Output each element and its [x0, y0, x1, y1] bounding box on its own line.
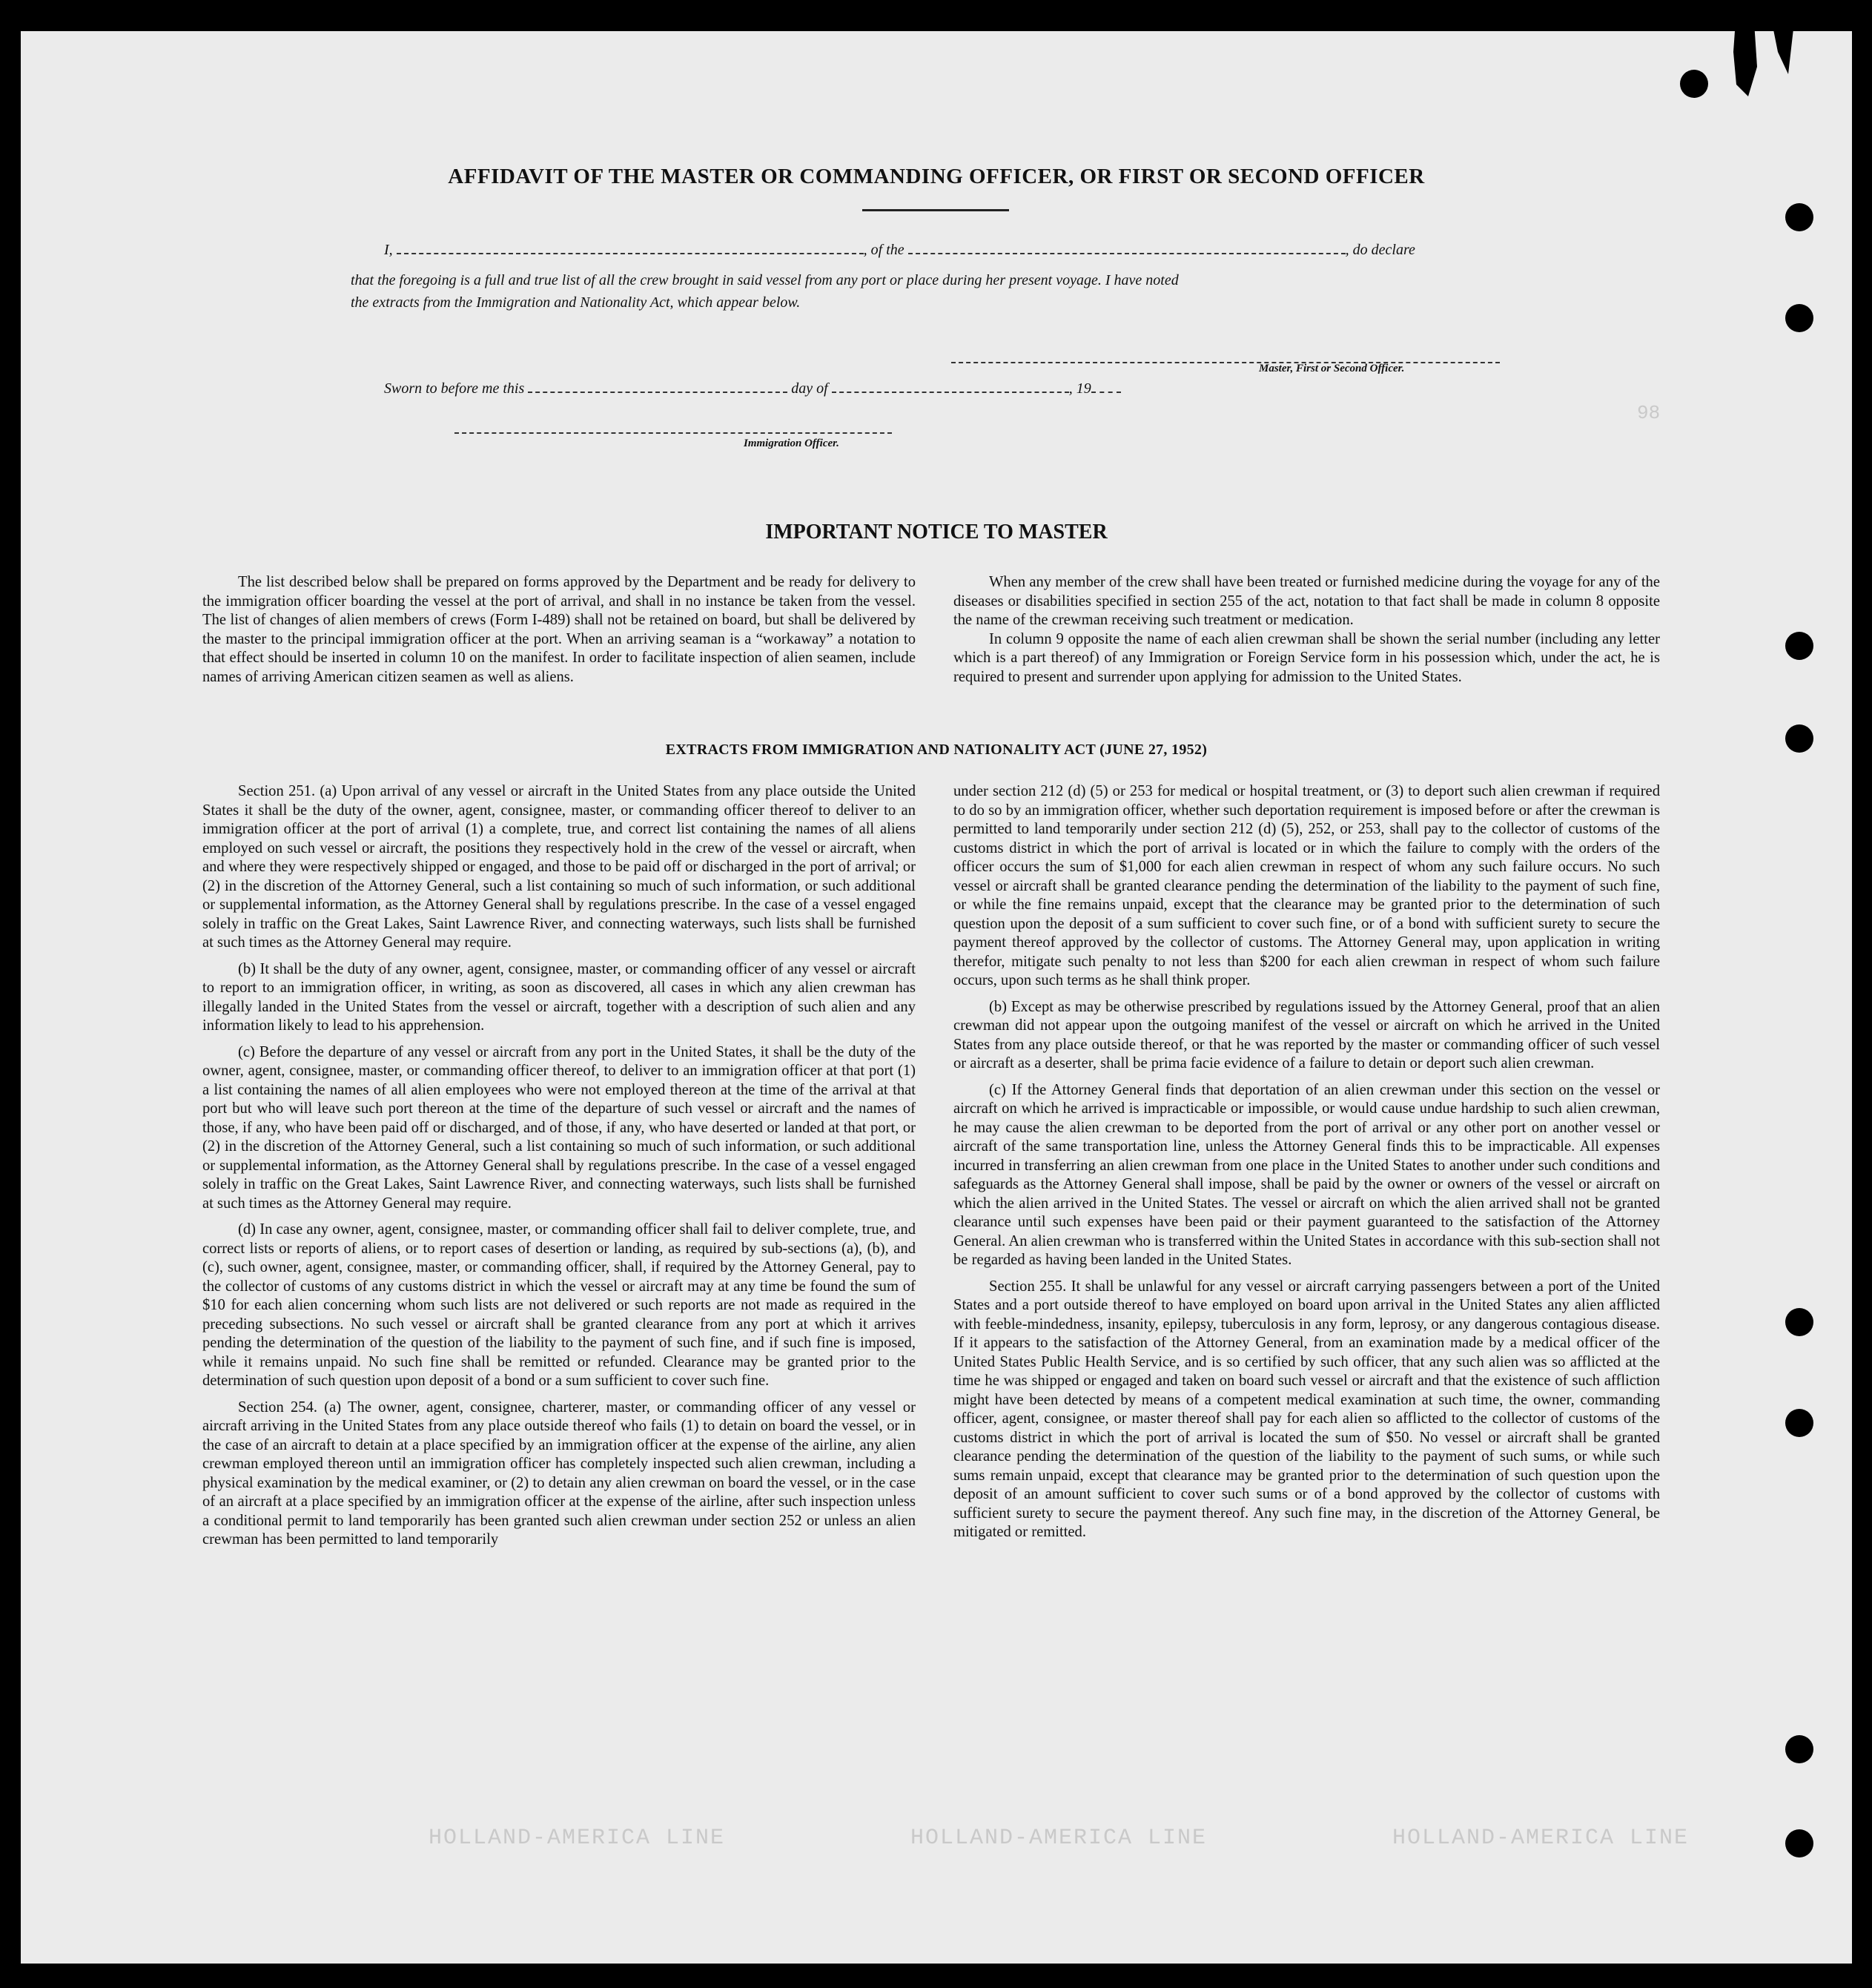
- declaration-line: [384, 241, 1515, 259]
- punch-hole: [1785, 1308, 1813, 1336]
- sworn-line: [384, 380, 1274, 397]
- extracts-title: EXTRACTS FROM IMMIGRATION AND NATIONALITY ACT (JUNE 27, 1952): [665, 742, 1208, 758]
- day-of-label: day of: [791, 380, 828, 397]
- sworn-label: Sworn to before me this: [384, 380, 525, 397]
- section-paragraph: (d) In case any owner, agent, consignee, master, or commanding officer shall fail to deliver complete, true, and correct lists or reports of aliens, or to report cases of desertion or landing, as required by sub-sections (a), (b), and (c), such owner, agent, consignee, master, or commanding officer, shall, if required by the Attorney General, pay to the collector of customs of any customs district in which the vessel or aircraft may at any time be found the sum of $10 for each alien concerning whom such lists are not delivered or such reports are not made as required in the preceding subsections. No such vessel or aircraft shall be granted clearance from any port at which it arrives pending the determination of the question of the liability to the payment of such fine, and if such fine is imposed, while it remains unpaid. No such fine shall be remitted or refunded. Clearance may be granted prior to the determination of such question upon deposit of a bond or a sum sufficient to cover such fine.: [202, 1221, 916, 1389]
- section-paragraph: Section 251. (a) Upon arrival of any vessel or aircraft in the United States from any place outside the United States it shall be the duty of the owner, agent, consignee, master, or commanding officer thereof to deliver to an immigration officer at the port of arrival (1) a complete, true, and correct list containing the names of all aliens employed on such vessel or aircraft, the positions they respectively hold in the crew of the vessel or aircraft, when and where they were respectively shipped or engaged, and those to be paid off or discharged in the port of arrival; or (2) in the discretion of the Attorney General, such a list containing so much of such information, or such additional or supplemental information, as the Attorney General shall by regulations prescribe. In the case of a vessel engaged solely in traffic on the Great Lakes, Saint Lawrence River, and connecting waterways, such lists shall be furnished at such times as the Attorney General may require.: [202, 783, 916, 951]
- officer-signature-field[interactable]: [454, 420, 892, 434]
- sworn-month-field[interactable]: [832, 380, 1069, 393]
- statement-line-2: the extracts from the Immigration and Nationality Act, which appear below.: [351, 294, 801, 311]
- statement-line-1: that the foregoing is a full and true list of all the crew brought in said vessel from any port or place during her present voyage. I have noted: [351, 272, 1179, 288]
- punch-hole: [1785, 1829, 1813, 1857]
- notice-paragraph: When any member of the crew shall have been treated or furnished medicine during the voyage for any of the diseases or disabilities specified in section 255 of the act, notation to that fact shall be made in column 8 opposite the name of the crewman receiving such treatment or medication.: [953, 574, 1660, 628]
- punch-hole: [1785, 724, 1813, 753]
- section-paragraph: (b) Except as may be otherwise prescribed by regulations issued by the Attorney General, proof that an alien crewman did not appear upon the outgoing manifest of the vessel or aircraft on which he arrived in the United States from any place outside thereof, or that he was reported by the master or commanding officer of such vessel or aircraft as a deserter, shall be prima facie evidence of a failure to detain or deport such alien crewman.: [953, 998, 1660, 1071]
- extracts-right-column: [953, 782, 1660, 1550]
- document-page: [21, 31, 1852, 1964]
- section-paragraph: Section 254. (a) The owner, agent, consignee, charterer, master, or commanding officer of any vessel or aircraft arriving in the United States from any place outside thereof who fails (1) to detain on board the vessel, or in the case of an aircraft to detain at a place specified by an immigration officer at the expense of the airline, any alien crewman employed thereon until an immigration officer has completely inspected such alien crewman, including a physical examination by the medical examiner, or (2) to detain any alien crewman on board the vessel, or in the case of an aircraft at a place specified by an immigration officer at the expense of the airline, after such inspection unless a conditional permit to land temporarily has been granted such alien crewman under section 252 or unless an alien crewman has been permitted to land temporarily: [202, 1398, 916, 1548]
- punch-hole: [1785, 1409, 1813, 1437]
- section-paragraph: Section 255. It shall be unlawful for any vessel or aircraft carrying passengers between a port of the United States and a port outside thereof to have employed on board upon arrival in the United States any alien afflicted with feeble-mindedness, insanity, epilepsy, tuberculosis in any form, leprosy, or any dangerous contagious disease. If it appears to the satisfaction of the Attorney General, from an examination made by a medical officer of the United States Public Health Service, and is so certified by such officer, that any such alien was so afflicted at the time he was shipped or engaged and taken on board such vessel or aircraft and that the existence of such affliction might have been detected by means of a competent medical examination at such time, the owner, commanding officer, agent, consignee, or master thereof shall pay for each alien so afflicted to the collector of customs of the customs district in which the port of arrival is located the sum of $50. No vessel or aircraft shall be granted clearance pending the determination of the question of the liability to the payment of such sums, or while such sums remain unpaid, except that clearance may be granted prior to the determination of such question upon the deposit of an amount sufficient to cover such sums or of a bond approved by the collector of customs with sufficient surety to secure the payment thereof. Any such fine may, in the discretion of the Attorney General, be mitigated or remitted.: [953, 1278, 1660, 1540]
- notice-paragraph: In column 9 opposite the name of each alien crewman shall be shown the serial number (including any letter which is a part thereof) of any Immigration or Foreign Service form in his possession which, under the act, he is required to present and surrender upon applying for admission to the United States.: [953, 630, 1660, 685]
- section-paragraph: (c) Before the departure of any vessel or aircraft from any port in the United States, it shall be the duty of the owner, agent, consignee, master, or commanding officer thereof, to deliver to an immigration officer at that port (1) a list containing the names of all alien employees who were not employed thereon at the time of the arrival at that port but who will leave such port thereon at the time of the departure of such vessel or aircraft and the names of those, if any, who have been paid off or discharged, and of those, if any, who have deserted or landed at that port, or (2) in the discretion of the Attorney General, such a list containing so much of such information, or such additional or supplemental information, as the Attorney General shall by regulations prescribe. In the case of a vessel engaged solely in traffic on the Great Lakes, Saint Lawrence River, and connecting waterways, such lists shall be furnished at such times as the Attorney General may require.: [202, 1043, 916, 1212]
- year-label: , 19: [1068, 380, 1091, 397]
- punch-hole: [1785, 632, 1813, 660]
- notice-left-column: [202, 573, 916, 694]
- section-paragraph: under section 212 (d) (5) or 253 for medical or hospital treatment, or (3) to deport such alien crewman if required to do so by an immigration officer, whether such deportation requirement is imposed before or after the crewman is permitted to land temporarily under section 212 (d) (5), 252, or 253, shall pay to the collector of customs of the customs district in which the port of arrival is located or in which the failure to comply with the orders of the officer occurs the sum of $1,000 for each alien crewman in respect of whom any such failure occurs. No such vessel or aircraft shall be granted clearance pending the determination of the liability to the payment of such fine, or while the fine remains unpaid, except that the clearance may be granted prior to the determination of such question upon the deposit of a sum sufficient to cover such fine, or of a bond with sufficient surety to secure the payment thereof approved by the collector of customs. The Attorney General may, upon application in writing therefor, mitigate such penalty to not less than $200 for each alien crewman in respect of whom such failure occurs, upon such terms as he shall think proper.: [953, 783, 1660, 988]
- bleed-through-mark: HOLLAND-AMERICA LINE: [429, 1826, 726, 1851]
- sworn-year-field[interactable]: [1091, 380, 1121, 393]
- declarant-name-field[interactable]: [397, 241, 864, 254]
- officer-signature-label: Immigration Officer.: [744, 437, 839, 449]
- section-paragraph: (b) It shall be the duty of any owner, agent, consignee, master, or commanding officer of any vessel or aircraft to report to an immigration officer, in writing, as soon as discovered, all cases in which any alien crewman has illegally landed in the United States from the vessel or aircraft, together with a description of such alien and any information likely to lead to his apprehension.: [202, 960, 916, 1034]
- bleed-through-mark: HOLLAND-AMERICA LINE: [1392, 1826, 1690, 1851]
- affidavit-title: AFFIDAVIT OF THE MASTER OR COMMANDING OFFICER, OR FIRST OR SECOND OFFICER: [448, 165, 1425, 188]
- i-label: I,: [384, 242, 393, 258]
- bleed-through-mark: HOLLAND-AMERICA LINE: [910, 1826, 1208, 1851]
- vessel-name-field[interactable]: [908, 241, 1346, 254]
- notice-paragraph: The list described below shall be prepared on forms approved by the Department and be ready for delivery to the immigration officer boarding the vessel at the port of arrival, and shall in no instance be taken from the vessel. The list of changes of alien members of crews (Form I-489) shall not be retained on board, but shall be delivered by the master to the principal immigration officer at the port. When an arriving seaman is a “workaway” a notation to that effect should be inserted in column 10 on the manifest. In order to facilitate inspection of alien seamen, include names of arriving American citizen seamen as well as aliens.: [202, 574, 916, 685]
- notice-right-column: [953, 573, 1660, 694]
- master-signature-field[interactable]: [951, 350, 1500, 363]
- notice-title: IMPORTANT NOTICE TO MASTER: [765, 521, 1108, 544]
- punch-hole: [1785, 1735, 1813, 1763]
- sworn-day-field[interactable]: [528, 380, 787, 393]
- do-declare-label: , do declare: [1345, 242, 1415, 258]
- punch-hole: [1785, 203, 1813, 231]
- punch-hole: [1680, 70, 1708, 98]
- title-underline: [862, 209, 1009, 211]
- punch-hole: [1785, 304, 1813, 332]
- torn-corner-icon: [1705, 22, 1853, 104]
- of-the-label: , of the: [863, 242, 904, 258]
- section-paragraph: (c) If the Attorney General finds that deportation of an alien crewman under this section on the vessel or aircraft on which he arrived is impracticable or impossible, or would cause undue hardship to such alien crewman, he may cause the alien crewman to be deported from the port of arrival or any other port on another vessel or aircraft of the same transportation line, unless the Attorney General finds this to be impracticable. All expenses incurred in transferring an alien crewman from one place in the United States to another under such conditions and safeguards as the Attorney General shall impose, shall be paid by the owner or owners of the vessel or aircraft on which the alien arrived in the United States. The vessel or aircraft on which the alien arrived shall not be granted clearance until such expenses have been paid or their payment guaranteed to the satisfaction of the Attorney General. An alien crewman who is transferred within the United States in accordance with this sub-section shall not be regarded as having been landed in the United States.: [953, 1081, 1660, 1268]
- extracts-left-column: [202, 782, 916, 1557]
- master-signature-label: Master, First or Second Officer.: [1259, 363, 1405, 374]
- bleed-through-mark: 98: [1637, 402, 1661, 424]
